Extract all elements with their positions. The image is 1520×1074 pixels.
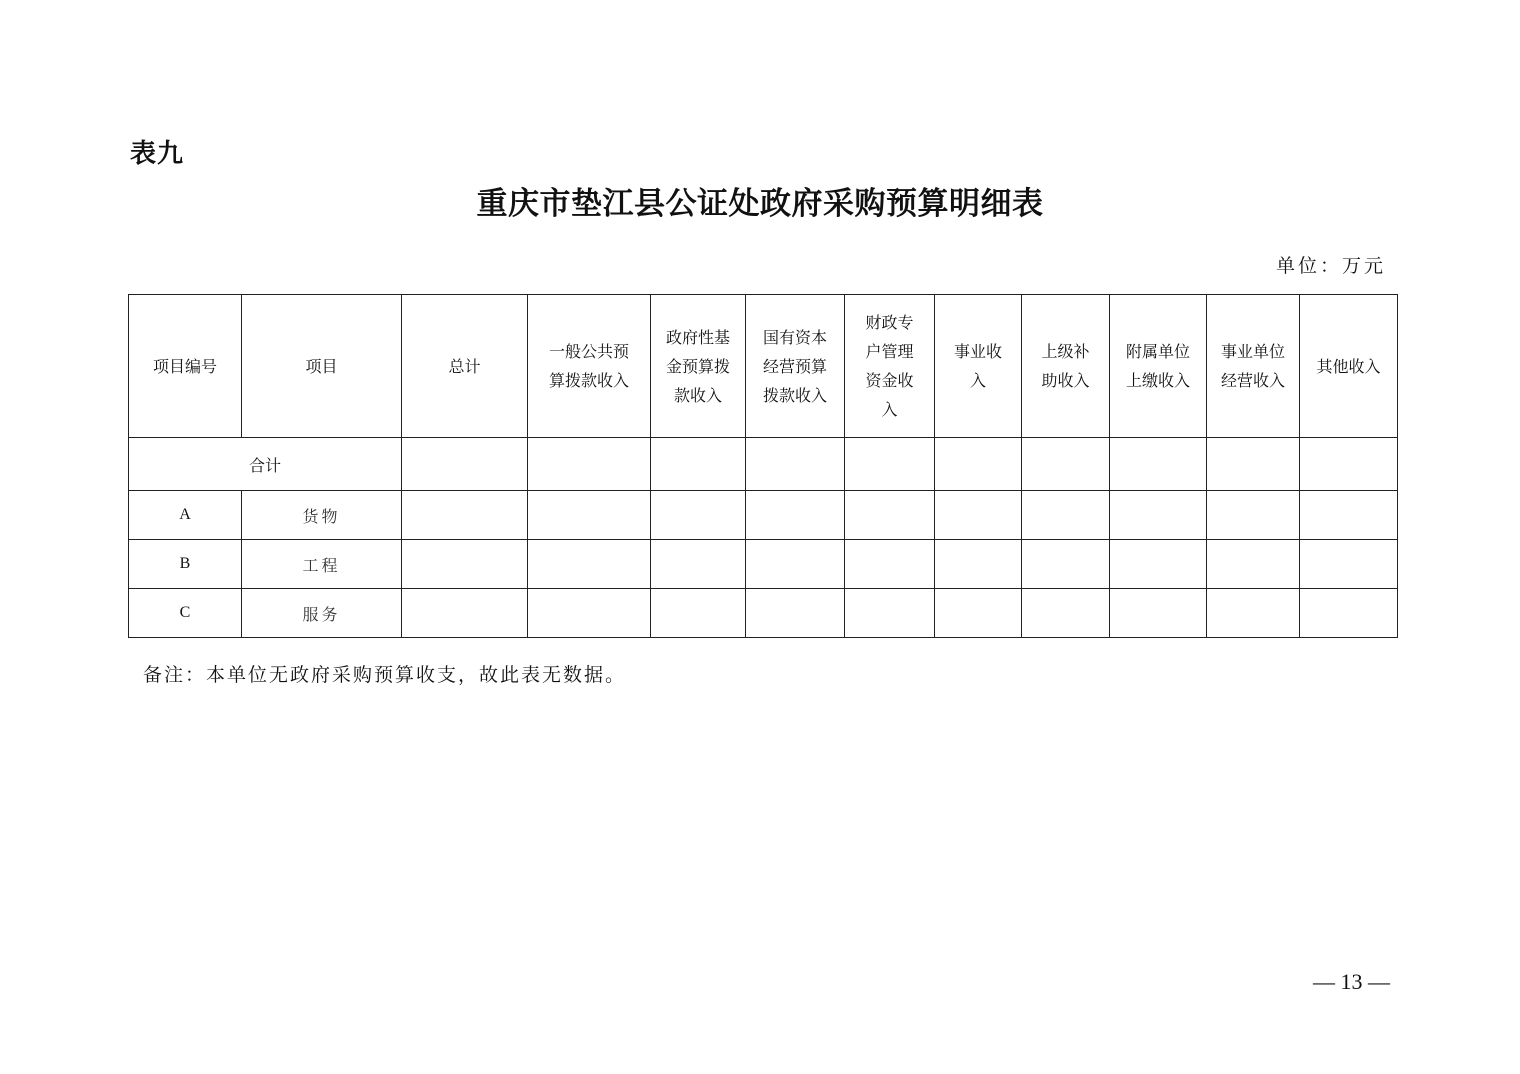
total-cell bbox=[1207, 438, 1300, 491]
value-cell bbox=[1022, 491, 1110, 540]
value-cell bbox=[1022, 540, 1110, 589]
total-row bbox=[129, 438, 1398, 491]
column-header: 总计 bbox=[402, 295, 528, 438]
column-header: 上级补 助收入 bbox=[1022, 295, 1110, 438]
column-header: 事业收 入 bbox=[935, 295, 1022, 438]
value-cell bbox=[935, 540, 1022, 589]
item-code-cell: C bbox=[129, 589, 242, 638]
total-cell bbox=[402, 438, 528, 491]
column-header: 一般公共预 算拨款收入 bbox=[528, 295, 651, 438]
total-cell bbox=[1110, 438, 1207, 491]
table-row bbox=[129, 491, 1398, 540]
column-header: 财政专 户管理 资金收 入 bbox=[845, 295, 935, 438]
value-cell bbox=[1110, 540, 1207, 589]
total-label: 合计 bbox=[129, 438, 402, 491]
value-cell bbox=[1300, 540, 1398, 589]
item-name-cell: 工程 bbox=[242, 540, 402, 589]
value-cell bbox=[746, 491, 845, 540]
value-cell bbox=[1300, 589, 1398, 638]
value-cell bbox=[528, 589, 651, 638]
item-name-cell: 货物 bbox=[242, 491, 402, 540]
value-cell bbox=[402, 491, 528, 540]
page-title: 重庆市垫江县公证处政府采购预算明细表 bbox=[476, 186, 1044, 222]
total-cell bbox=[528, 438, 651, 491]
item-code-cell: A bbox=[129, 491, 242, 540]
value-cell bbox=[651, 589, 746, 638]
value-cell bbox=[845, 491, 935, 540]
value-cell bbox=[845, 589, 935, 638]
value-cell bbox=[1207, 540, 1300, 589]
table-row bbox=[129, 589, 1398, 638]
unit-label: 单位：万元 bbox=[1275, 255, 1386, 277]
value-cell bbox=[845, 540, 935, 589]
value-cell bbox=[1207, 589, 1300, 638]
column-header: 项目 bbox=[242, 295, 402, 438]
value-cell bbox=[1300, 491, 1398, 540]
value-cell bbox=[746, 589, 845, 638]
value-cell bbox=[746, 540, 845, 589]
value-cell bbox=[1110, 589, 1207, 638]
value-cell bbox=[651, 540, 746, 589]
total-cell bbox=[935, 438, 1022, 491]
column-header: 事业单位 经营收入 bbox=[1207, 295, 1300, 438]
value-cell bbox=[1110, 491, 1207, 540]
total-cell bbox=[845, 438, 935, 491]
value-cell bbox=[935, 589, 1022, 638]
total-cell bbox=[1300, 438, 1398, 491]
total-cell bbox=[651, 438, 746, 491]
column-header: 政府性基 金预算拨 款收入 bbox=[651, 295, 746, 438]
value-cell bbox=[651, 491, 746, 540]
column-header: 国有资本 经营预算 拨款收入 bbox=[746, 295, 845, 438]
item-name-cell: 服务 bbox=[242, 589, 402, 638]
header-row bbox=[129, 295, 1398, 438]
page-number: — 13 — bbox=[1313, 969, 1390, 994]
value-cell bbox=[935, 491, 1022, 540]
table-label: 表九 bbox=[130, 139, 185, 169]
value-cell bbox=[402, 589, 528, 638]
column-header: 附属单位 上缴收入 bbox=[1110, 295, 1207, 438]
column-header: 其他收入 bbox=[1300, 295, 1398, 438]
procurement-budget-table bbox=[128, 294, 1398, 638]
remark-note: 备注：本单位无政府采购预算收支，故此表无数据。 bbox=[143, 664, 627, 686]
total-cell bbox=[746, 438, 845, 491]
value-cell bbox=[528, 491, 651, 540]
column-header: 项目编号 bbox=[129, 295, 242, 438]
value-cell bbox=[528, 540, 651, 589]
value-cell bbox=[1207, 491, 1300, 540]
value-cell bbox=[402, 540, 528, 589]
item-code-cell: B bbox=[129, 540, 242, 589]
total-cell bbox=[1022, 438, 1110, 491]
table-row bbox=[129, 540, 1398, 589]
value-cell bbox=[1022, 589, 1110, 638]
